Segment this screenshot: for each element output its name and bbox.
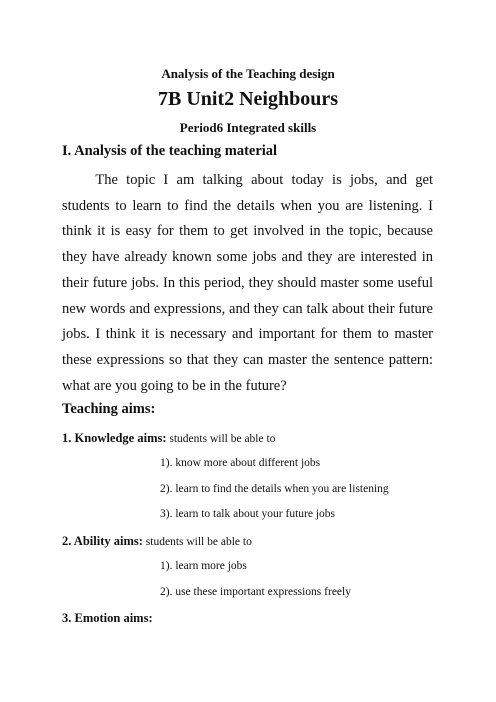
knowledge-aim-item-3: 3). learn to talk about your future jobs [160, 508, 336, 520]
knowledge-aims-intro: students will be able to [166, 433, 276, 445]
analysis-paragraph: The topic I am talking about today is jobs, and get students to learn to find the details when you are listening. I think it is easy for them to get involved in the topic, because they have already known some jobs and they are interested in their future jobs. In this period, they should master some useful new words and expressions, and they can talk about their future jobs. I think it is necessary and important for them to master these expressions so that they can master the sentence pattern: what are you going to be in the future? [62, 172, 433, 394]
emotion-aims-label: 3. Emotion aims: [62, 611, 153, 625]
ability-aim-item-1: 1). learn more jobs [160, 560, 247, 572]
teaching-aims-heading: Teaching aims: [62, 401, 156, 417]
knowledge-aims-label: 1. Knowledge aims: [62, 431, 167, 445]
document-title: 7B Unit2 Neighbours [157, 88, 339, 110]
knowledge-aim-item-1: 1). know more about different jobs [160, 457, 321, 469]
ability-aims-title [62, 534, 252, 549]
ability-aim-item-2: 2). use these important expressions freely [160, 586, 351, 598]
section-heading-analysis: I. Analysis of the teaching material [62, 143, 278, 159]
knowledge-aim-item-2: 2). learn to find the details when you are listening [160, 483, 389, 495]
document-header: Analysis of the Teaching design [161, 66, 335, 81]
ability-aims-intro: students will be able to [142, 536, 252, 548]
emotion-aims-title [62, 611, 153, 626]
document-subtitle: Period6 Integrated skills [179, 120, 317, 135]
knowledge-aims-title [62, 431, 275, 446]
ability-aims-label: 2. Ability aims: [62, 534, 143, 548]
